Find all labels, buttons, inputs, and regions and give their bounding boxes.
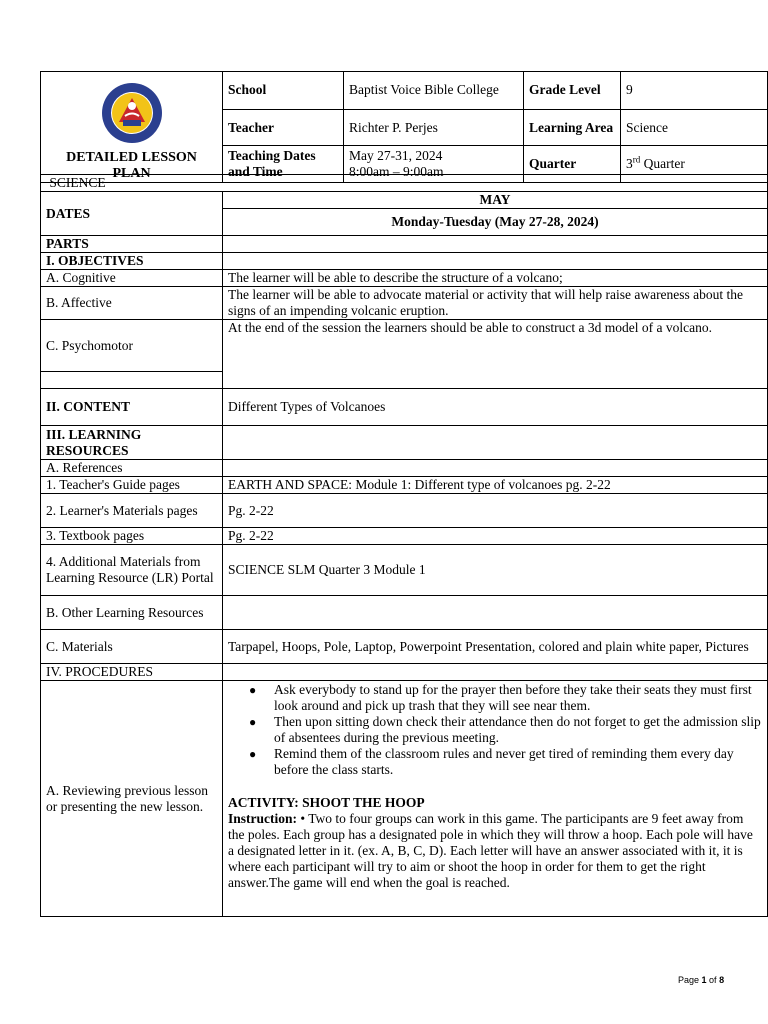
content-label: II. CONTENT — [41, 389, 223, 426]
objectives-empty — [223, 253, 768, 270]
header-table — [40, 71, 768, 183]
learners-materials-label: 2. Learner's Materials pages — [41, 494, 223, 528]
page-word: Page — [678, 975, 702, 985]
references-empty — [223, 460, 768, 477]
subject-label: SCIENCE — [49, 175, 106, 190]
other-resources-empty — [223, 596, 768, 630]
textbook-value: Pg. 2-22 — [223, 528, 768, 545]
procedure-bullet: ● Then upon sitting down check their attendance then do not forget to get the admission slip of absentees during the previous meeting. — [274, 714, 762, 746]
psychomotor-empty — [41, 372, 223, 389]
deped-seal-logo — [101, 82, 163, 144]
quarter-ordinal: rd — [632, 154, 641, 165]
page-total: 8 — [719, 975, 725, 985]
days-label: Monday-Tuesday (May 27-28, 2024) — [223, 209, 768, 236]
other-resources-label: B. Other Learning Resources — [41, 596, 223, 630]
quarter-word: Quarter — [640, 156, 685, 172]
procedure-bullet-list — [228, 682, 762, 778]
teaching-time: 8:00am – 9:00am — [349, 164, 444, 180]
psychomotor-value: At the end of the session the learners should be able to construct a 3d model of a volcano. — [223, 320, 768, 389]
procedure-a-label: A. Reviewing previous lesson or presenting the new lesson. — [41, 681, 223, 917]
month-label: MAY — [223, 192, 768, 209]
psychomotor-label: C. Psychomotor — [41, 320, 223, 372]
procedure-a-content — [223, 681, 768, 917]
references-label: A. References — [41, 460, 223, 477]
affective-value: The learner will be able to advocate material or activity that will help raise awareness about the signs of an impending volcanic eruption. — [223, 287, 768, 320]
grade-level-value: 9 — [621, 72, 768, 110]
affective-label: B. Affective — [41, 287, 223, 320]
teacher-value: Richter P. Perjes — [344, 109, 524, 146]
procedure-bullet: ● Remind them of the classroom rules and never get tired of reminding them every day before the class starts. — [274, 746, 762, 778]
procedures-label: IV. PROCEDURES — [41, 664, 223, 681]
dates-label: DATES — [41, 192, 223, 236]
activity-instruction — [228, 811, 762, 891]
learning-area-label: Learning Area — [524, 109, 621, 146]
teachers-guide-label: 1. Teacher's Guide pages — [41, 477, 223, 494]
learning-area-value: Science — [621, 109, 768, 146]
materials-value: Tarpapel, Hoops, Pole, Laptop, Powerpoint Presentation, colored and plain white paper, Pictures — [223, 630, 768, 664]
page-number: 1 — [701, 975, 707, 985]
teacher-label: Teacher — [223, 109, 344, 146]
materials-label: C. Materials — [41, 630, 223, 664]
activity-title: ACTIVITY: SHOOT THE HOOP — [228, 795, 425, 810]
quarter-label: Quarter — [524, 146, 621, 183]
additional-materials-label: 4. Additional Materials from Learning Resource (LR) Portal — [41, 545, 223, 596]
grade-level-label: Grade Level — [524, 72, 621, 110]
teachers-guide-value: EARTH AND SPACE: Module 1: Different type of volcanoes pg. 2-22 — [223, 477, 768, 494]
lesson-body-table — [40, 174, 768, 917]
of-word: of — [706, 975, 720, 985]
teaching-dates-label: Teaching Dates and Time — [223, 146, 344, 183]
cognitive-value: The learner will be able to describe the structure of a volcano; — [223, 270, 768, 287]
parts-empty — [223, 236, 768, 253]
procedures-empty — [223, 664, 768, 681]
subject-row — [41, 175, 768, 192]
objectives-label: I. OBJECTIVES — [41, 253, 223, 270]
logo-title-cell — [41, 72, 223, 183]
dlp-title: DETAILED LESSON PLAN — [66, 150, 197, 181]
content-value: Different Types of Volcanoes — [223, 389, 768, 426]
learning-resources-label: III. LEARNING RESOURCES — [41, 426, 223, 460]
quarter-number: 3 — [626, 156, 633, 172]
procedure-bullet: ● Ask everybody to stand up for the prayer then before they take their seats they must first look around and pick up trash that they will see near them. — [274, 682, 762, 714]
teaching-date: May 27-31, 2024 — [349, 148, 443, 164]
learning-resources-empty — [223, 426, 768, 460]
instruction-text: • Two to four groups can work in this game. The participants are 9 feet away from the poles. Each group has a designated pole in which they will throw a hoop. Each pole will have a designated letter in it. (ex. A, B, C, D). Each letter will have an answer associated with it, it is where each participant will try to aim or shoot the hoop in order for them to get the right answer.The game will end when the goal is reached. — [228, 811, 753, 890]
parts-label: PARTS — [41, 236, 223, 253]
school-value: Baptist Voice Bible College — [344, 72, 524, 110]
page-footer — [678, 975, 724, 985]
textbook-label: 3. Textbook pages — [41, 528, 223, 545]
additional-materials-value: SCIENCE SLM Quarter 3 Module 1 — [223, 545, 768, 596]
learners-materials-value: Pg. 2-22 — [223, 494, 768, 528]
school-label: School — [223, 72, 344, 110]
cognitive-label: A. Cognitive — [41, 270, 223, 287]
instruction-label: Instruction: — [228, 811, 298, 826]
